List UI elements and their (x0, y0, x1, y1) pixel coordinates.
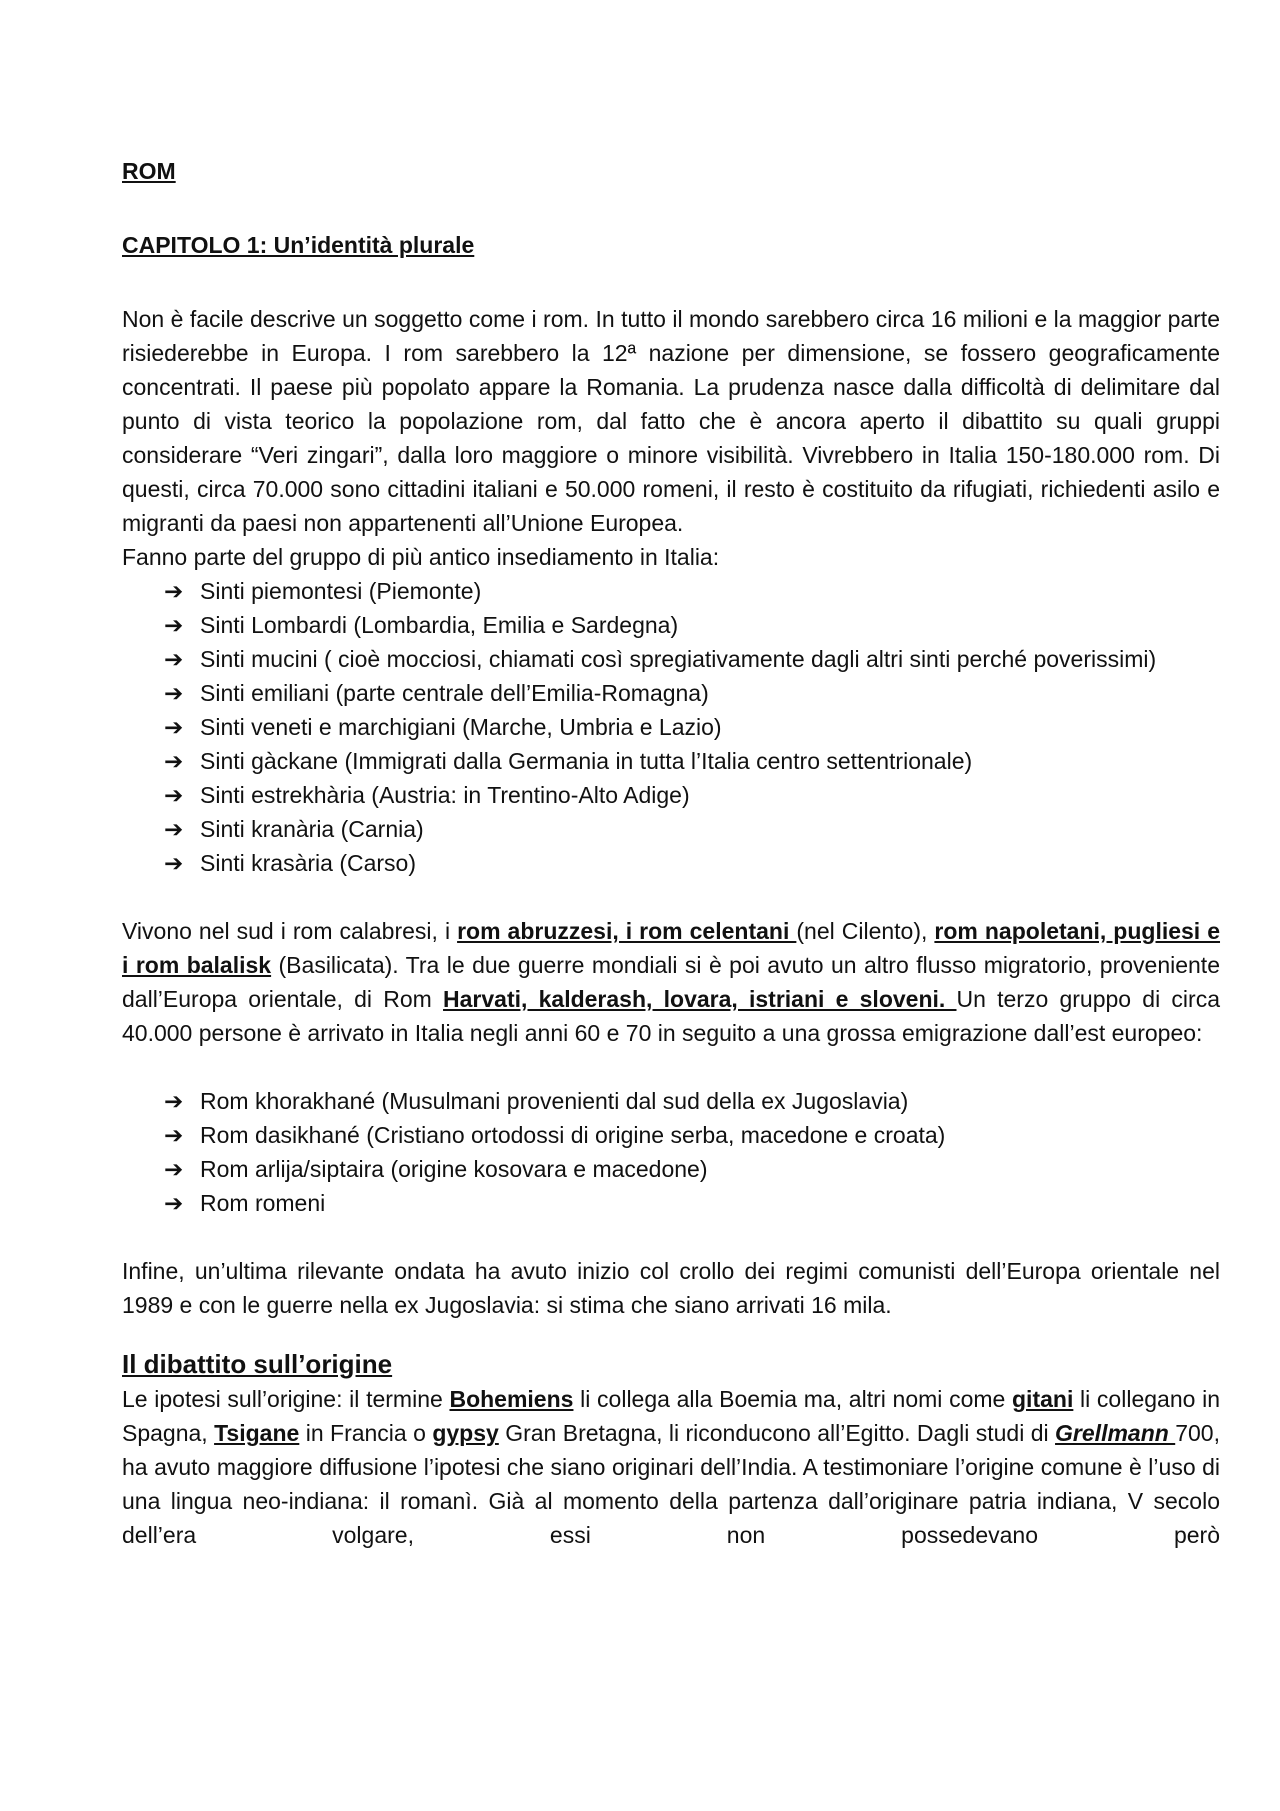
arrow-right-icon: ➔ (164, 578, 184, 604)
sinti-groups-list (122, 574, 1220, 880)
document-title: ROM (122, 158, 176, 184)
intro-paragraph: Non è facile descrive un soggetto come i rom. In tutto il mondo sarebbero circa 16 milioni e la maggior parte risiederebbe in Europa. I rom sarebbero la 12ª nazione per dimensione, se fossero geograficamente concentrati. Il paese più popolato appare la Romania. La prudenza nasce dalla difficoltà di delimitare dal punto di vista teorico la popolazione rom, dal fatto che è ancora aperto il dibattito su quali gruppi considerare “Veri zingari”, dalla loro maggiore o minore visibilità. Vivrebbero in Italia 150-180.000 rom. Di questi, circa 70.000 sono cittadini italiani e 50.000 romeni, il resto è costituito da rifugiati, richiedenti asilo e migranti da paesi non appartenenti all’Unione Europea. (122, 306, 1220, 536)
list-item: ➔ Sinti kranària (Carnia) (164, 812, 1220, 846)
arrow-right-icon: ➔ (164, 1088, 184, 1114)
list-item: ➔ Rom khorakhané (Musulmani provenienti dal sud della ex Jugoslavia) (164, 1084, 1220, 1118)
rom-groups-list (122, 1084, 1220, 1220)
arrow-right-icon: ➔ (164, 748, 184, 774)
origin-paragraph: Le ipotesi sull’origine: il termine Bohemiens li collega alla Boemia ma, altri nomi come gitani li collegano in Spagna, Tsigane in Francia o gypsy Gran Bretagna, li riconducono all’Egitto. Dagli studi di Grellmann 700, ha avuto maggiore diffusione l’ipotesi che siano originari dell’India. A testimoniare l’origine comune è l’uso di una lingua neo-indiana: il romanì. Già al momento della partenza dall’originare patria indiana, V secolo dell’era volgare, essi non possedevano però (122, 1386, 1220, 1548)
spacer (122, 1220, 1220, 1254)
list-item: ➔ Rom romeni (164, 1186, 1220, 1220)
list-item: ➔ Rom arlija/siptaira (origine kosovara e macedone) (164, 1152, 1220, 1186)
list-item: ➔ Sinti Lombardi (Lombardia, Emilia e Sardegna) (164, 608, 1220, 642)
southern-groups-paragraph: Vivono nel sud i rom calabresi, i rom abruzzesi, i rom celentani (nel Cilento), rom napoletani, pugliesi e i rom balalisk (Basilicata). Tra le due guerre mondiali si è poi avuto un altro flusso migratorio, proveniente dall’Europa orientale, di Rom Harvati, kalderash, lovara, istriani e sloveni. Un terzo gruppo di circa 40.000 persone è arrivato in Italia negli anni 60 e 70 in seguito a una grossa emigrazione dall’est europeo: (122, 918, 1221, 1046)
arrow-right-icon: ➔ (164, 1190, 184, 1216)
final-wave-paragraph: Infine, un’ultima rilevante ondata ha avuto inizio col crollo dei regimi comunisti dell’Europa orientale nel 1989 e con le guerre nella ex Jugoslavia: si stima che siano arrivati 16 mila. (122, 1258, 1220, 1318)
emphasis: Grellmann (1055, 1420, 1176, 1446)
emphasis: rom abruzzesi, i rom celentani (457, 918, 797, 944)
emphasis: Bohemiens (449, 1386, 574, 1412)
list-item: ➔ Sinti veneti e marchigiani (Marche, Umbria e Lazio) (164, 710, 1220, 744)
list-item: ➔ Sinti krasària (Carso) (164, 846, 1220, 880)
list-item: ➔ Sinti piemontesi (Piemonte) (164, 574, 1220, 608)
arrow-right-icon: ➔ (164, 612, 184, 638)
section-title: Il dibattito sull’origine (122, 1349, 393, 1379)
arrow-right-icon: ➔ (164, 1156, 184, 1182)
list-item: ➔ Rom dasikhané (Cristiano ortodossi di origine serba, macedone e croata) (164, 1118, 1220, 1152)
emphasis: Harvati, kalderash, lovara, istriani e sloveni. (443, 986, 957, 1012)
arrow-right-icon: ➔ (164, 646, 184, 672)
list1-intro: Fanno parte del gruppo di più antico insediamento in Italia: (122, 544, 720, 570)
arrow-right-icon: ➔ (164, 816, 184, 842)
emphasis: rom napoletani, pugliesi e i rom balalisk (122, 918, 1221, 978)
arrow-right-icon: ➔ (164, 714, 184, 740)
chapter-title: CAPITOLO 1: Un’identità plurale (122, 232, 475, 258)
arrow-right-icon: ➔ (164, 850, 184, 876)
emphasis: gypsy (432, 1420, 499, 1446)
list-item: ➔ Sinti emiliani (parte centrale dell’Emilia-Romagna) (164, 676, 1220, 710)
list-item: ➔ Sinti estrekhària (Austria: in Trentino-Alto Adige) (164, 778, 1220, 812)
arrow-right-icon: ➔ (164, 680, 184, 706)
arrow-right-icon: ➔ (164, 1122, 184, 1148)
list-item: ➔ Sinti mucini ( cioè mocciosi, chiamati così spregiativamente dagli altri sinti perché poverissimi) (164, 642, 1220, 676)
arrow-right-icon: ➔ (164, 782, 184, 808)
list-item: ➔ Sinti gàckane (Immigrati dalla Germania in tutta l’Italia centro settentrionale) (164, 744, 1220, 778)
emphasis: gitani (1012, 1386, 1074, 1412)
spacer (122, 1322, 1220, 1346)
spacer (122, 880, 1220, 914)
emphasis: Tsigane (214, 1420, 300, 1446)
spacer (122, 1050, 1220, 1084)
